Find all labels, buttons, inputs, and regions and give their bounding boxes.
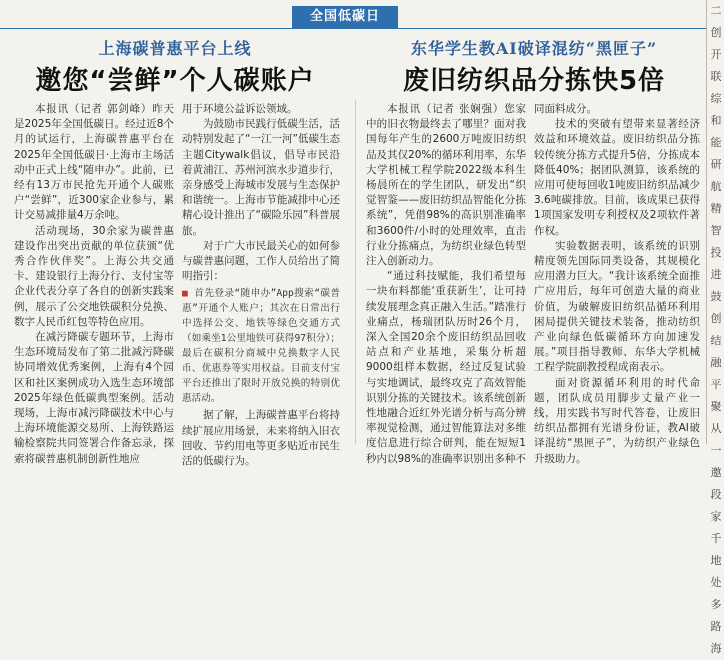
strip-char: 从 [710,422,722,435]
strip-char: 鼓 [710,290,722,303]
strip-char: 融 [710,356,722,369]
strip-char: 多 [710,598,722,611]
square-bullet-icon: ■ [182,288,195,300]
strip-char: 邀 [710,466,722,479]
strip-char: 海 [710,642,722,655]
strip-char: 地 [710,554,722,567]
right-paragraph: 实验数据表明，该系统的识别精度领先国际同类设备，其规模化应用潜力巨大。“我计该系统全面推广应用后，每年可创造大量的商业价值，为破解废旧纺织品循环利用困局提供关键技术装备，推动纺织产业向绿色低碳循环方向加速发展。”项目指导教师、东华大学机械工程学院副教授程成南表示。 [534,239,700,374]
right-paragraph: 本报讯（记者 张娴强）您家中的旧衣物最终去了哪里？面对我国每年产生的2600万吨废旧纺织品及其仅20%的循环利用率，东华大学机械工程学院2022级本科生杨晨所在的学生团队，研发出“织觉智鉴——废旧纺织品智能化分拣系统”，凭借98%的高识别准确率和3600件/小时的处理效率，直击行业分拣痛点，为纺织业绿色转型注入创新动力。 [366,103,526,268]
strip-char: 二 [710,4,722,17]
right-subhead: 东华学生教AI破译混纺“黑匣子” [410,39,658,58]
strip-char: 和 [710,114,722,127]
left-paragraph: 用于环境公益诉讼领域。 [182,103,298,115]
guide-box [182,286,340,406]
strip-char: 精 [710,202,722,215]
strip-char: 聚 [710,400,722,413]
page-edge-rule [706,0,707,444]
strip-char: 创 [710,26,722,39]
strip-char: 进 [710,268,722,281]
right-column-1 [366,102,526,467]
strip-char: 处 [710,576,722,589]
guide-text: 首先登录“随申办”App搜索“碳普惠”开通个人账户；其次在日常出行中选择公交、地铁等绿色交通方式（如乘坐1公里地铁可获得97积分）；最后在碳积分商城中兑换数字人民币、优惠券等实用权益。目前支付宝平台还推出了限时开放兑换的特别优惠活动。 [182,288,340,405]
left-headline: 邀您“尝鲜”个人碳账户 [35,66,315,96]
left-column-2 [182,102,340,469]
strip-char: 平 [710,378,722,391]
strip-char: 段 [710,488,722,501]
strip-char: 能 [710,136,722,149]
strip-char: 研 [710,158,722,171]
left-subhead: 上海碳普惠平台上线 [98,39,252,58]
adjacent-article-strip [708,0,724,655]
right-paragraph: 技术的突破有望带来显著经济效益和环境效益。废旧纺织品分拣较传统分拣方式提升5倍，分拣成本降低40%；据团队测算，该系统的应用可使每回收1吨废旧纺织品减少3.6吨碳排放。目前，该成果已获得1项国家发明专利授权及2项软件著作权。 [534,118,700,237]
top-rule [0,28,706,29]
strip-char: 综 [710,92,722,105]
strip-char: 千 [710,532,722,545]
left-column-1 [14,102,174,467]
section-banner: 全国低碳日 [292,6,398,28]
left-paragraph: 对于广大市民最关心的如何参与碳普惠问题，工作人员给出了简明指引： [182,239,340,283]
strip-char: 联 [710,70,722,83]
left-paragraph: 为鼓励市民践行低碳生活，活动特别发起了“一江一河”低碳生态主题Citywalk倡议，倡导市民沿着黄浦江、苏州河滨水步道步行，亲身感受上海城市发展与生态保护和谐统一。上海市节能减排中心还精心设计推出了“碳险乐园”科普展旅。 [182,118,340,237]
strip-char: 开 [710,48,722,61]
left-paragraph: 在减污降碳专题环节，上海市生态环境局发布了第二批减污降碳协同增效优秀案例，上海有4个园区和社区案例成功入选生态环境部2025年绿色低碳典型案例。活动现场，上海市减污降碳技术中心与上海环境能源交易所、上海铁路运输检察院共同签署合作备忘录，探索将碳普惠机制创新性地应 [14,331,174,465]
left-paragraph: 活动现场，30余家为碳普惠建设作出突出贡献的单位获颁“优秀合作伙伴奖”。上海公共交通卡、建设银行上海分行、支付宝等企业代表分享了各自的创新实践案例，展示了公交地铁碳积分兑换、数字人民币红包等特色应用。 [14,224,174,328]
left-paragraph: 据了解，上海碳普惠平台将持续扩展应用场景，未来将纳入旧衣回收、节约用电等更多贴近市民生活的低碳行为。 [182,409,340,468]
strip-char: 结 [710,334,722,347]
strip-char: 家 [710,510,722,523]
strip-char: 路 [710,620,722,633]
right-headline: 废旧纺织品分拣快5倍 [402,66,666,96]
right-paragraph: 面对资源循环利用的时代命题，团队成员用脚步丈量产业一线，用实践书写时代答卷，让废旧纺织品都拥有光谱身份证，教AI破译混纺“黑匣子”，为纺织产业绿色升级助力。 [534,376,700,465]
right-paragraph: “通过科技赋能，我们希望每一块布料都能‘重获新生’，让可持续发展理念真正融入生活。”踏准行业痛点，杨瑞团队历时26个月，深入全国20余个废旧纺织品回收站点和产业基地，采集分析超9000组样本数据，经过反复试验与实地调试，最终攻克了高效智能识别分拣的关键技术。该系统创新性地融合近红外光谱分析与高分辨率视觉检测，通过智能算法对多维度信息进行综合研判，能在短短1秒内以98%的准确率识别出多种不 [366,270,526,465]
strip-char: 智 [710,224,722,237]
strip-char: 创 [710,312,722,325]
left-paragraph: 本报讯（记者 郭剑峰）昨天是2025年全国低碳日。经过近8个月的试运行，上海碳普惠平台在2025年全国低碳日·上海市主场活动中正式上线“随申办”。此前，已经有13万市民抢先开通个人碳账户“尝鲜”，近300家企业参与，累计交易减排量4万余吨。 [14,103,174,222]
strip-char: 一 [710,444,722,457]
right-paragraph: 同面料成分。 [534,103,597,115]
strip-char: 航 [710,180,722,193]
right-column-2 [534,102,700,467]
strip-char: 投 [710,246,722,259]
article-divider [355,100,356,444]
